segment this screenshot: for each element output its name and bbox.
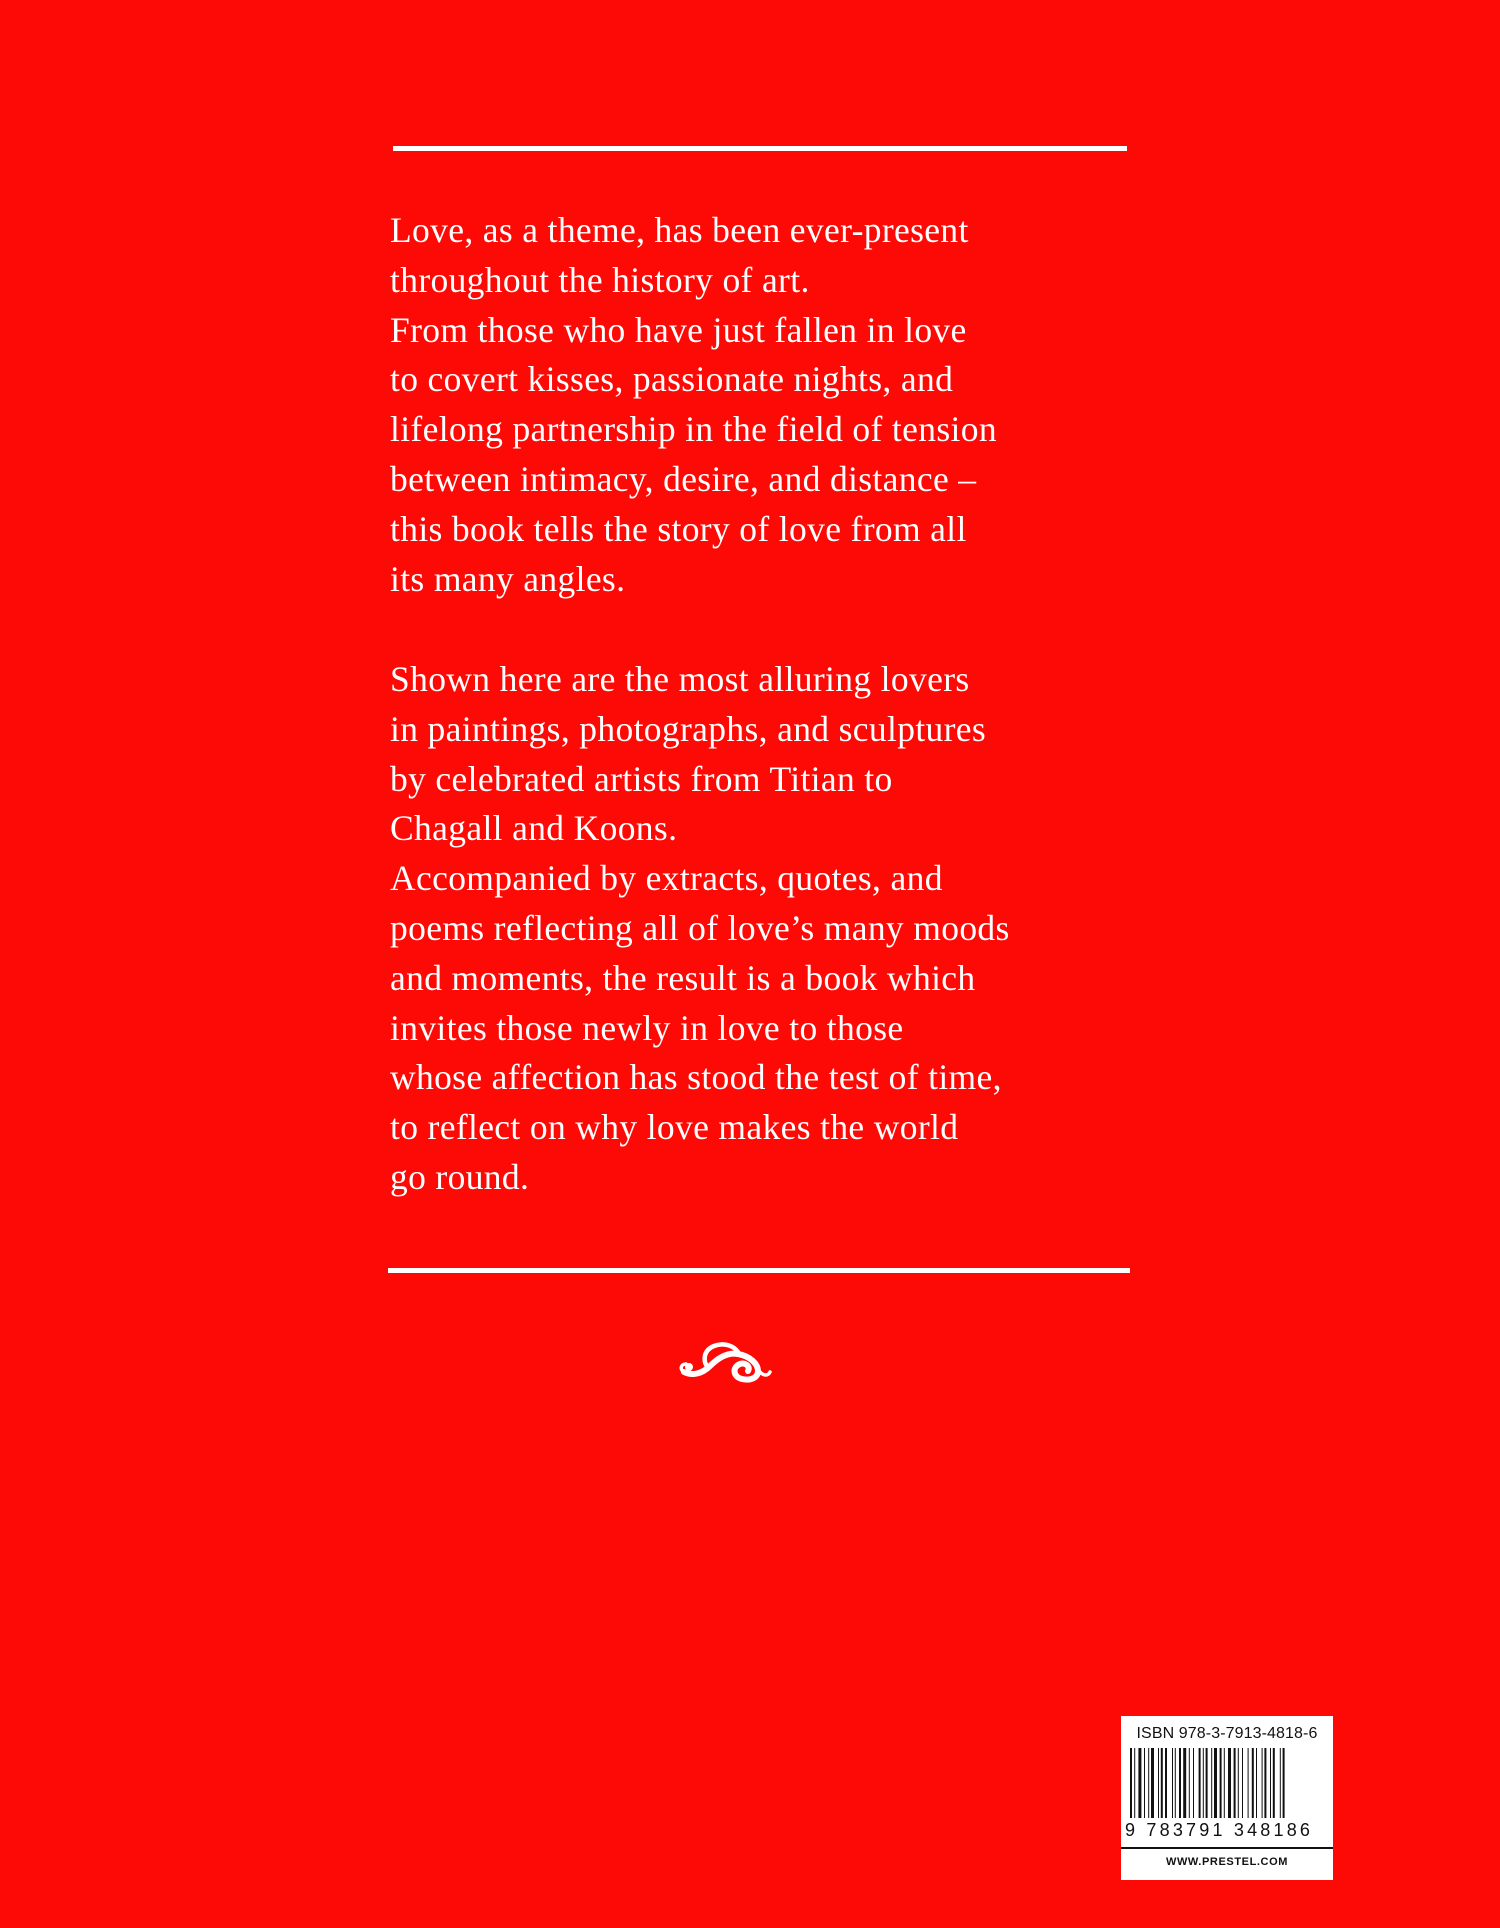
barcode-digits: 9 783791 348186	[1125, 1820, 1314, 1840]
barcode-bars	[1130, 1748, 1324, 1818]
text-line: Accompanied by extracts, quotes, and	[390, 858, 943, 899]
text-line: between intimacy, desire, and distance –	[390, 458, 977, 499]
bottom-divider-rule	[388, 1268, 1130, 1273]
barcode-divider	[1121, 1847, 1333, 1849]
description-paragraph-1	[390, 206, 1150, 604]
text-line: this book tells the story of love from all	[390, 508, 967, 549]
publisher-url: WWW.PRESTEL.COM	[1165, 1856, 1289, 1868]
text-line: throughout the history of art.	[390, 259, 810, 300]
description-paragraph-2	[390, 655, 1150, 1203]
top-divider-rule	[393, 146, 1127, 151]
text-line: Shown here are the most alluring lovers	[390, 659, 970, 699]
text-line: invites those newly in love to those	[390, 1007, 904, 1048]
text-line: whose affection has stood the test of time,	[390, 1057, 1002, 1098]
text-line: Chagall and Koons.	[390, 808, 678, 849]
text-line: to covert kisses, passionate nights, and	[390, 359, 954, 400]
text-line: in paintings, photographs, and sculptures	[390, 708, 987, 749]
text-line: lifelong partnership in the field of tension	[390, 409, 997, 450]
text-line: by celebrated artists from Titian to	[390, 758, 893, 799]
text-line: From those who have just fallen in love	[390, 309, 967, 350]
barcode-panel	[1121, 1716, 1333, 1880]
text-line: poems reflecting all of love’s many moods	[390, 907, 1010, 948]
text-line: Love, as a theme, has been ever-present	[390, 210, 969, 250]
text-line: to reflect on why love makes the world	[390, 1107, 959, 1148]
isbn-label: ISBN 978-3-7913-4818-6	[1136, 1725, 1318, 1742]
text-line: go round.	[390, 1156, 530, 1197]
text-line: and moments, the result is a book which	[390, 957, 976, 998]
swirl-flourish-icon	[678, 1336, 774, 1384]
text-line: its many angles.	[390, 558, 626, 599]
